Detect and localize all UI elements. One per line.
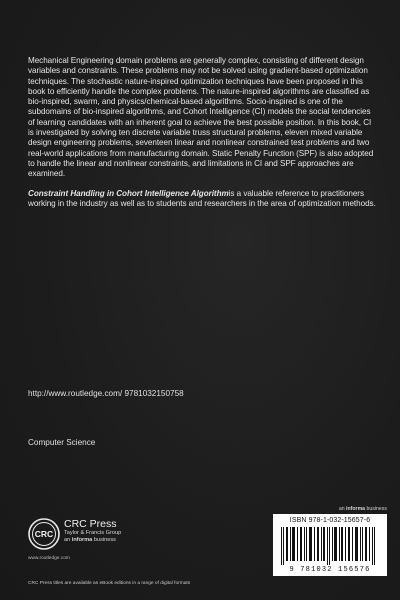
business-suffix: business bbox=[92, 537, 116, 543]
blurb-paragraph-1: Mechanical Engineering domain problems are generally complex, consisting of different design variables and constraints. These problems may not be solved using gradient-based optimization techniques. The stochastic nature-inspired optimization techniques have been proposed in this book to efficiently handle the complex problems. The nature-inspired algorithms are classified as bio-inspired, swarm, and physics/chemical-based algorithms. Socio-inspired is one of the subdomains of bio-inspired algorithms, and Cohort Intelligence (CI) models the social tendencies of learning candidates with an inherent goal to achieve the best possible position. In this book, CI is investigated by solving ten discrete variable truss structural problems, eleven mixed variable design engineering problems, seventeen linear and nonlinear constrained test problems and two real-world applications from manufacturing domain. Static Penalty Function (SPF) is also adopted to handle the linear and nonlinear constraints, and limitations in CI and SPF approaches are examined. bbox=[28, 56, 374, 179]
publisher-business bbox=[64, 537, 121, 544]
blurb bbox=[28, 56, 376, 218]
isbn-digits: 9 781032 156576 bbox=[289, 566, 371, 574]
subject-category: Computer Science bbox=[28, 438, 96, 447]
crc-press-logo-icon bbox=[28, 518, 60, 550]
business-brand: informa bbox=[71, 537, 93, 543]
blurb-paragraph-2 bbox=[28, 189, 376, 210]
tagline-brand: informa bbox=[346, 506, 366, 512]
informa-tagline bbox=[339, 506, 387, 512]
business-prefix: an bbox=[64, 537, 72, 543]
publisher-website: www.routledge.com bbox=[28, 556, 70, 561]
ebook-note: CRC Press titles are available as eBook editions in a range of digital formats bbox=[28, 581, 191, 586]
book-title: Constraint Handling in Cohort Intelligence Algorithm bbox=[28, 188, 229, 198]
book-url: http://www.routledge.com/ 9781032150758 bbox=[28, 389, 184, 398]
publisher-name: CRC Press bbox=[64, 518, 117, 530]
publisher-group: Taylor & Francis Group bbox=[64, 530, 122, 536]
isbn-label: ISBN 978-1-032-15657-6 bbox=[289, 517, 371, 524]
logo-text: CRC bbox=[34, 529, 54, 539]
isbn-barcode-box bbox=[273, 514, 387, 576]
publisher-block bbox=[64, 518, 121, 544]
tagline-prefix: an bbox=[338, 506, 347, 512]
barcode-icon bbox=[279, 527, 381, 565]
tagline-suffix: business bbox=[365, 506, 387, 512]
blurb-paragraph-2-text: is a valuable reference to practitioners working in the industry as well as to students and researchers in the area of optimization methods. bbox=[28, 188, 376, 208]
